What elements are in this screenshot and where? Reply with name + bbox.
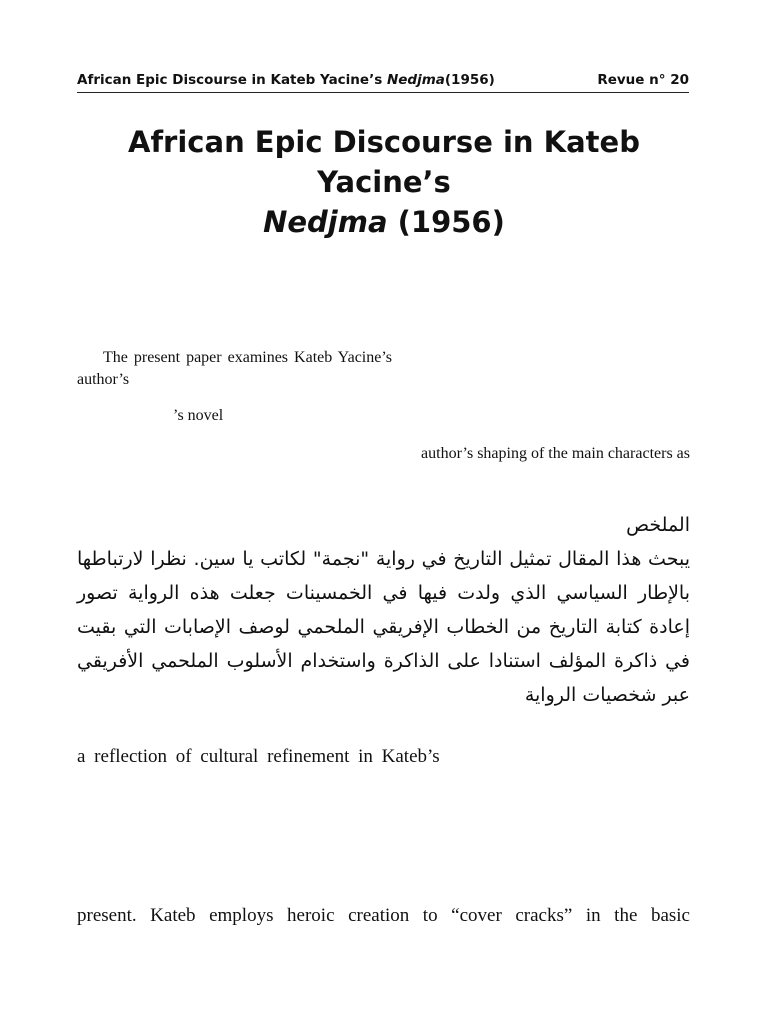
body-text-line-2: present. Kateb employs heroic creation to “cover cracks” in the basic: [77, 905, 690, 926]
running-title-year: (1956): [444, 72, 495, 88]
issue-number: Revue n° 20: [597, 72, 689, 88]
body-text-line-1: a reflection of cultural refinement in Kateb’s: [77, 746, 440, 767]
article-title-italic: Nedjma: [263, 205, 388, 239]
arabic-abstract-heading: الملخص: [626, 514, 690, 536]
abstract-line-4: author’s shaping of the main characters as: [421, 445, 690, 462]
arabic-abstract-body: يبحث هذا المقال تمثيل التاريخ في رواية "نجمة" لكاتب يا سين. نظرا لارتباطها بالإطار السياسي الذي ولدت فيها في الخمسينات جعلت هذه الرواية تصور إعادة كتابة التاريخ من الخطاب الإفريقي الملحمي لوصف الإصابات التي بقيت في ذاكرة المؤلف استنادا على الذاكرة واستخدام الأسلوب الملحمي الأفريقي عبر شخصيات الرواية: [77, 548, 690, 706]
running-title-italic: Nedjma: [386, 72, 445, 88]
arabic-abstract: [77, 508, 690, 712]
running-header: [77, 70, 689, 93]
abstract-line-2: author’s: [77, 371, 130, 388]
abstract-line-1: The present paper examines Kateb Yacine’s: [103, 349, 393, 366]
article-title-line1: African Epic Discourse in Kateb Yacine’s: [128, 125, 640, 199]
running-title-text: African Epic Discourse in Kateb Yacine’s: [77, 72, 387, 88]
article-title-line2: [60, 202, 708, 242]
article-title-year: (1956): [387, 205, 505, 239]
abstract-line-3: ’s novel: [173, 407, 224, 424]
running-title: [77, 72, 495, 88]
article-title: [60, 122, 708, 242]
